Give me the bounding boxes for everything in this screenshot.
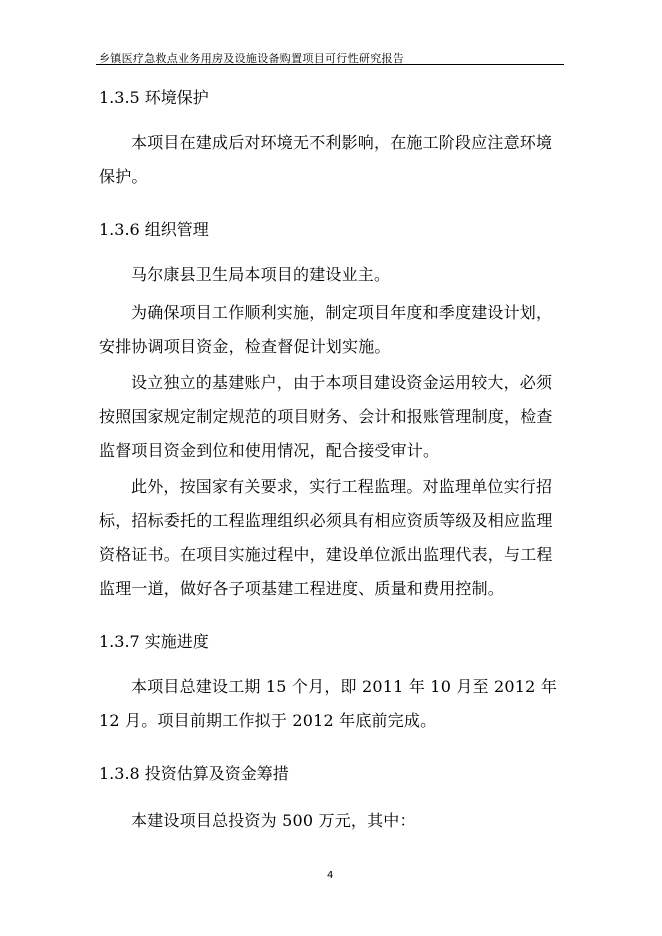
paragraph-planning: 为确保项目工作顺利实施，制定项目年度和季度建设计划，安排协调项目资金，检查督促计划实施。 [99, 303, 553, 356]
paragraph-environment: 本项目在建成后对环境无不利影响，在施工阶段应注意环境保护。 [99, 133, 553, 186]
section-heading-1-3-5: 1.3.5 环境保护 [99, 88, 209, 107]
paragraph-schedule: 本项目总建设工期 15 个月，即 2011 年 10 月至 2012 年 12 月。项目前期工作拟于 2012 年底前完成。 [99, 677, 558, 730]
paragraph-owner: 马尔康县卫生局本项目的建设业主。 [131, 265, 391, 284]
paragraph-finance: 设立独立的基建账户，由于本项目建设资金运用较大，必须按照国家规定制定规范的项目财务、会计和报账管理制度，检查监督项目资金到位和使用情况，配合接受审计。 [99, 373, 553, 460]
header-divider [96, 64, 564, 65]
page-number: 4 [327, 870, 334, 881]
paragraph-investment: 本建设项目总投资为 500 万元，其中： [131, 811, 416, 830]
running-header: 乡镇医疗急救点业务用房及设施设备购置项目可行性研究报告 [99, 52, 405, 65]
paragraph-supervision: 此外，按国家有关要求，实行工程监理。对监理单位实行招标，招标委托的工程监理组织必须具有相应资质等级及相应监理资格证书。在项目实施过程中，建设单位派出监理代表，与工程监理一道，做好各子项基建工程进度、质量和费用控制。 [99, 477, 553, 598]
section-heading-1-3-6: 1.3.6 组织管理 [99, 220, 209, 239]
section-heading-1-3-7: 1.3.7 实施进度 [99, 632, 209, 651]
section-heading-1-3-8: 1.3.8 投资估算及资金筹措 [99, 764, 289, 783]
